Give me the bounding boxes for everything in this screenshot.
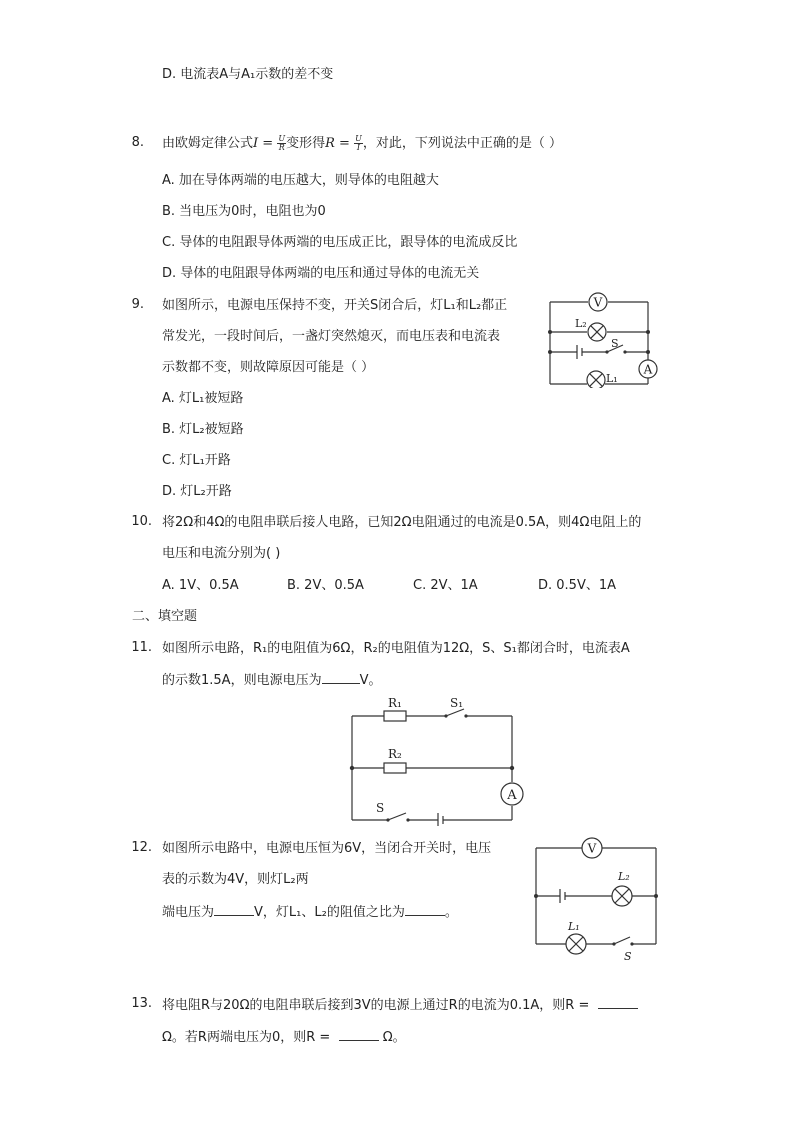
q9-switch-label: S xyxy=(611,337,619,350)
q9-stem-line2: 常发光，一段时间后，一盏灯突然熄灭，而电压表和电流表 xyxy=(162,329,501,344)
q12-voltmeter-label: V xyxy=(587,841,597,856)
q11-number: 11. xyxy=(131,640,152,655)
section-title: 二、填空题 xyxy=(132,609,198,624)
q8-option-b: B. 当电压为0时，电阻也为0 xyxy=(162,204,326,219)
q8-formula1: I = xyxy=(253,136,274,151)
q13-line1 xyxy=(162,996,638,1015)
q8-formula2: R = xyxy=(325,136,350,151)
q11-ammeter-label: A xyxy=(507,788,517,803)
q8-fraction2 xyxy=(354,135,363,152)
q13-line1-text: 将电阻R与20Ω的电阻串联后接到3V的电源上通过R的电流为0.1A，则R = xyxy=(162,998,590,1013)
q12-number: 12. xyxy=(131,840,152,855)
q10-option-d: D. 0.5V、1A xyxy=(538,578,617,593)
answer-blank[interactable] xyxy=(339,1028,379,1041)
q8-frac1-num: U xyxy=(278,134,286,143)
q9-ammeter-label: A xyxy=(643,362,653,377)
q12-line2: 表的示数为4V，则灯L₂两 xyxy=(162,872,309,887)
q9-lamp2-label: L₂ xyxy=(575,317,587,330)
q9-lamp1-label: L₁ xyxy=(606,372,618,385)
q12-lamp1-label: L₁ xyxy=(568,920,580,933)
q11-stem-line1: 如图所示电路，R₁的电阻值为6Ω，R₂的电阻值为12Ω，S、S₁都闭合时，电流表A xyxy=(162,641,630,656)
q8-stem xyxy=(162,135,562,153)
q13-line2-b: Ω。 xyxy=(382,1030,406,1045)
q13-line2-a: Ω。若R两端电压为0，则R = xyxy=(162,1030,331,1045)
q10-number: 10. xyxy=(131,514,152,529)
q8-frac2-den: I xyxy=(356,143,361,152)
q9-option-b: B. 灯L₂被短路 xyxy=(162,422,244,437)
q12-line3-b: V，灯L₁、L₂的阻值之比为 xyxy=(254,905,405,920)
lamp-icon xyxy=(588,323,606,341)
q12-line3 xyxy=(162,903,458,922)
q8-number: 8. xyxy=(131,135,144,150)
q10-option-c: C. 2V、1A xyxy=(413,578,478,593)
lamp-icon xyxy=(587,371,605,388)
q12-lamp2-label: L₂ xyxy=(618,870,630,883)
lamp-icon xyxy=(566,934,586,954)
q8-option-d: D. 导体的电阻跟导体两端的电压和通过导体的电流无关 xyxy=(162,266,480,281)
q11-r1-label: R₁ xyxy=(388,696,402,710)
answer-blank[interactable] xyxy=(405,903,445,916)
q11-stem-line2-b: V。 xyxy=(359,673,382,688)
q9-voltmeter-label: V xyxy=(593,295,603,310)
q7-option-d: D. 电流表A与A₁示数的差不变 xyxy=(162,67,334,82)
q8-stem-a: 由欧姆定律公式 xyxy=(162,136,254,151)
q8-fraction1 xyxy=(277,135,286,152)
q9-stem-line3: 示数都不变，则故障原因可能是（ ） xyxy=(162,360,375,375)
q8-option-a: A. 加在导体两端的电压越大，则导体的电阻越大 xyxy=(162,173,439,188)
q9-option-d: D. 灯L₂开路 xyxy=(162,484,232,499)
answer-blank[interactable] xyxy=(322,671,360,684)
q9-circuit-diagram xyxy=(545,290,663,388)
q8-option-c: C. 导体的电阻跟导体两端的电压成正比，跟导体的电流成反比 xyxy=(162,235,518,250)
q11-r2-label: R₂ xyxy=(388,747,402,761)
q11-stem-line2 xyxy=(162,671,381,690)
q9-option-c: C. 灯L₁开路 xyxy=(162,453,231,468)
q11-s1-label: S₁ xyxy=(450,696,464,710)
q10-option-a: A. 1V、0.5A xyxy=(162,578,239,593)
q10-stem-line1: 将2Ω和4Ω的电阻串联后接人电路，已知2Ω电阻通过的电流是0.5A，则4Ω电阻上的 xyxy=(162,515,642,530)
q9-stem-line1: 如图所示，电源电压保持不变，开关S闭合后，灯L₁和L₂都正 xyxy=(162,298,508,313)
q12-circuit-diagram xyxy=(530,836,662,966)
q8-frac2-num: U xyxy=(355,134,362,143)
q12-line1: 如图所示电路中，电源电压恒为6V，当闭合开关时，电压 xyxy=(162,841,492,856)
lamp-icon xyxy=(612,886,632,906)
q12-line3-a: 端电压为 xyxy=(162,905,215,920)
q12-line3-c: 。 xyxy=(444,905,458,920)
q10-stem-line2: 电压和电流分别为( ) xyxy=(162,546,281,561)
q11-stem-line2-a: 的示数1.5A，则电源电压为 xyxy=(162,673,322,688)
q8-stem-c: ，对此，下列说法中正确的是（ ） xyxy=(362,136,562,151)
q8-frac1-den: R xyxy=(278,143,285,152)
q8-stem-b: 变形得 xyxy=(286,136,326,151)
answer-blank[interactable] xyxy=(214,903,254,916)
q12-switch-label: S xyxy=(624,950,632,963)
q13-line2 xyxy=(162,1028,406,1047)
q11-switch-label: S xyxy=(376,801,385,815)
q13-number: 13. xyxy=(131,996,152,1011)
answer-blank[interactable] xyxy=(598,996,638,1009)
q11-circuit-diagram xyxy=(346,696,526,826)
q9-number: 9. xyxy=(131,297,144,312)
q10-option-b: B. 2V、0.5A xyxy=(287,578,364,593)
q9-option-a: A. 灯L₁被短路 xyxy=(162,391,244,406)
